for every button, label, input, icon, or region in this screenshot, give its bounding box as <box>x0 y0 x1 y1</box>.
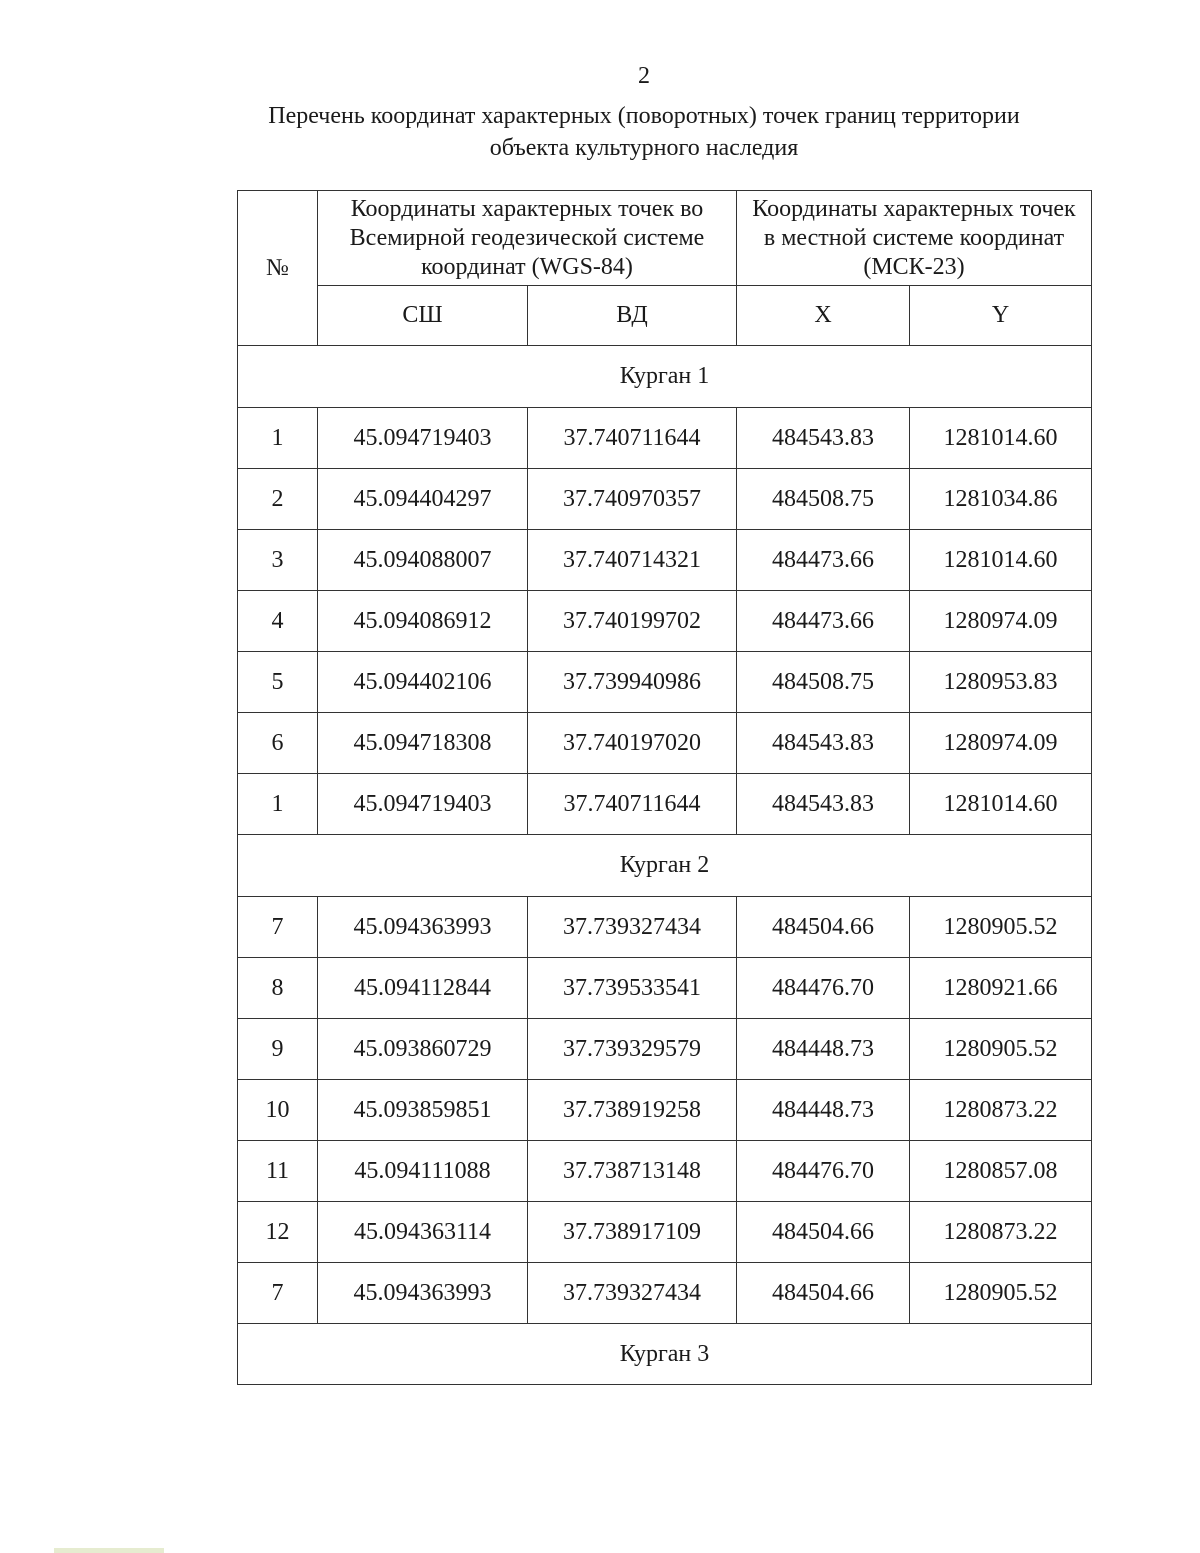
table-row <box>238 774 1092 835</box>
table-header-row <box>238 191 1092 286</box>
latitude-cell: 45.094719403 <box>318 408 528 469</box>
latitude-cell: 45.094363993 <box>318 1263 528 1324</box>
longitude-cell: 37.739327434 <box>528 1263 737 1324</box>
point-number-cell: 3 <box>238 530 318 591</box>
coordinates-table <box>237 190 1092 1385</box>
table-row <box>238 469 1092 530</box>
latitude-cell: 45.094086912 <box>318 591 528 652</box>
longitude-cell: 37.738919258 <box>528 1080 737 1141</box>
longitude-cell: 37.738713148 <box>528 1141 737 1202</box>
column-header-longitude: ВД <box>528 286 737 346</box>
point-number-cell: 1 <box>238 408 318 469</box>
table-body <box>238 346 1092 1385</box>
point-number-cell: 8 <box>238 958 318 1019</box>
latitude-cell: 45.094718308 <box>318 713 528 774</box>
latitude-cell: 45.094719403 <box>318 774 528 835</box>
section-title: Курган 1 <box>238 346 1092 408</box>
x-cell: 484476.70 <box>737 1141 910 1202</box>
latitude-cell: 45.094363114 <box>318 1202 528 1263</box>
latitude-cell: 45.093859851 <box>318 1080 528 1141</box>
y-cell: 1280905.52 <box>910 897 1092 958</box>
x-cell: 484508.75 <box>737 469 910 530</box>
longitude-cell: 37.740197020 <box>528 713 737 774</box>
x-cell: 484543.83 <box>737 408 910 469</box>
y-cell: 1281014.60 <box>910 774 1092 835</box>
longitude-cell: 37.739327434 <box>528 897 737 958</box>
document-title <box>230 100 1058 164</box>
longitude-cell: 37.740970357 <box>528 469 737 530</box>
longitude-cell: 37.740711644 <box>528 774 737 835</box>
table-subheader-row <box>238 286 1092 346</box>
table-row <box>238 408 1092 469</box>
longitude-cell: 37.740199702 <box>528 591 737 652</box>
y-cell: 1280974.09 <box>910 713 1092 774</box>
table-row <box>238 652 1092 713</box>
x-cell: 484448.73 <box>737 1019 910 1080</box>
table-row <box>238 530 1092 591</box>
y-cell: 1280857.08 <box>910 1141 1092 1202</box>
document-title-line-2: объекта культурного наследия <box>489 135 799 161</box>
latitude-cell: 45.094363993 <box>318 897 528 958</box>
x-cell: 484504.66 <box>737 897 910 958</box>
latitude-cell: 45.094111088 <box>318 1141 528 1202</box>
y-cell: 1280921.66 <box>910 958 1092 1019</box>
scan-artifact <box>54 1548 164 1553</box>
latitude-cell: 45.094402106 <box>318 652 528 713</box>
y-cell: 1280905.52 <box>910 1263 1092 1324</box>
document-title-line-1: Перечень координат характерных (поворотных) точек границ территории <box>268 103 1020 129</box>
column-header-x: X <box>737 286 910 346</box>
point-number-cell: 10 <box>238 1080 318 1141</box>
latitude-cell: 45.093860729 <box>318 1019 528 1080</box>
longitude-cell: 37.740714321 <box>528 530 737 591</box>
x-cell: 484504.66 <box>737 1202 910 1263</box>
table-row <box>238 1019 1092 1080</box>
section-row <box>238 835 1092 897</box>
latitude-cell: 45.094088007 <box>318 530 528 591</box>
y-cell: 1280873.22 <box>910 1080 1092 1141</box>
longitude-cell: 37.739329579 <box>528 1019 737 1080</box>
column-header-latitude: СШ <box>318 286 528 346</box>
table-row <box>238 1202 1092 1263</box>
point-number-cell: 11 <box>238 1141 318 1202</box>
y-cell: 1280953.83 <box>910 652 1092 713</box>
x-cell: 484476.70 <box>737 958 910 1019</box>
column-header-y: Y <box>910 286 1092 346</box>
section-title: Курган 3 <box>238 1324 1092 1385</box>
table-row <box>238 1141 1092 1202</box>
x-cell: 484473.66 <box>737 530 910 591</box>
point-number-cell: 7 <box>238 897 318 958</box>
latitude-cell: 45.094112844 <box>318 958 528 1019</box>
x-cell: 484543.83 <box>737 774 910 835</box>
x-cell: 484543.83 <box>737 713 910 774</box>
point-number-cell: 5 <box>238 652 318 713</box>
point-number-cell: 12 <box>238 1202 318 1263</box>
x-cell: 484508.75 <box>737 652 910 713</box>
x-cell: 484448.73 <box>737 1080 910 1141</box>
table-row <box>238 1080 1092 1141</box>
section-title: Курган 2 <box>238 835 1092 897</box>
latitude-cell: 45.094404297 <box>318 469 528 530</box>
point-number-cell: 4 <box>238 591 318 652</box>
point-number-cell: 9 <box>238 1019 318 1080</box>
point-number-cell: 6 <box>238 713 318 774</box>
x-cell: 484473.66 <box>737 591 910 652</box>
longitude-cell: 37.739533541 <box>528 958 737 1019</box>
page-number: 2 <box>638 63 650 89</box>
table-row <box>238 1263 1092 1324</box>
y-cell: 1280905.52 <box>910 1019 1092 1080</box>
longitude-cell: 37.738917109 <box>528 1202 737 1263</box>
y-cell: 1280974.09 <box>910 591 1092 652</box>
point-number-cell: 2 <box>238 469 318 530</box>
point-number-cell: 1 <box>238 774 318 835</box>
section-row <box>238 1324 1092 1385</box>
column-group-header-wgs84: Координаты характерных точек во Всемирной геодезической системе координат (WGS-84) <box>318 191 737 286</box>
y-cell: 1281014.60 <box>910 408 1092 469</box>
column-header-number: № <box>238 191 318 346</box>
longitude-cell: 37.739940986 <box>528 652 737 713</box>
point-number-cell: 7 <box>238 1263 318 1324</box>
table-row <box>238 713 1092 774</box>
y-cell: 1280873.22 <box>910 1202 1092 1263</box>
section-row <box>238 346 1092 408</box>
table-row <box>238 897 1092 958</box>
longitude-cell: 37.740711644 <box>528 408 737 469</box>
table-row <box>238 958 1092 1019</box>
y-cell: 1281014.60 <box>910 530 1092 591</box>
table-row <box>238 591 1092 652</box>
x-cell: 484504.66 <box>737 1263 910 1324</box>
column-group-header-msk23: Координаты характерных точек в местной системе координат (МСК-23) <box>737 191 1092 286</box>
y-cell: 1281034.86 <box>910 469 1092 530</box>
